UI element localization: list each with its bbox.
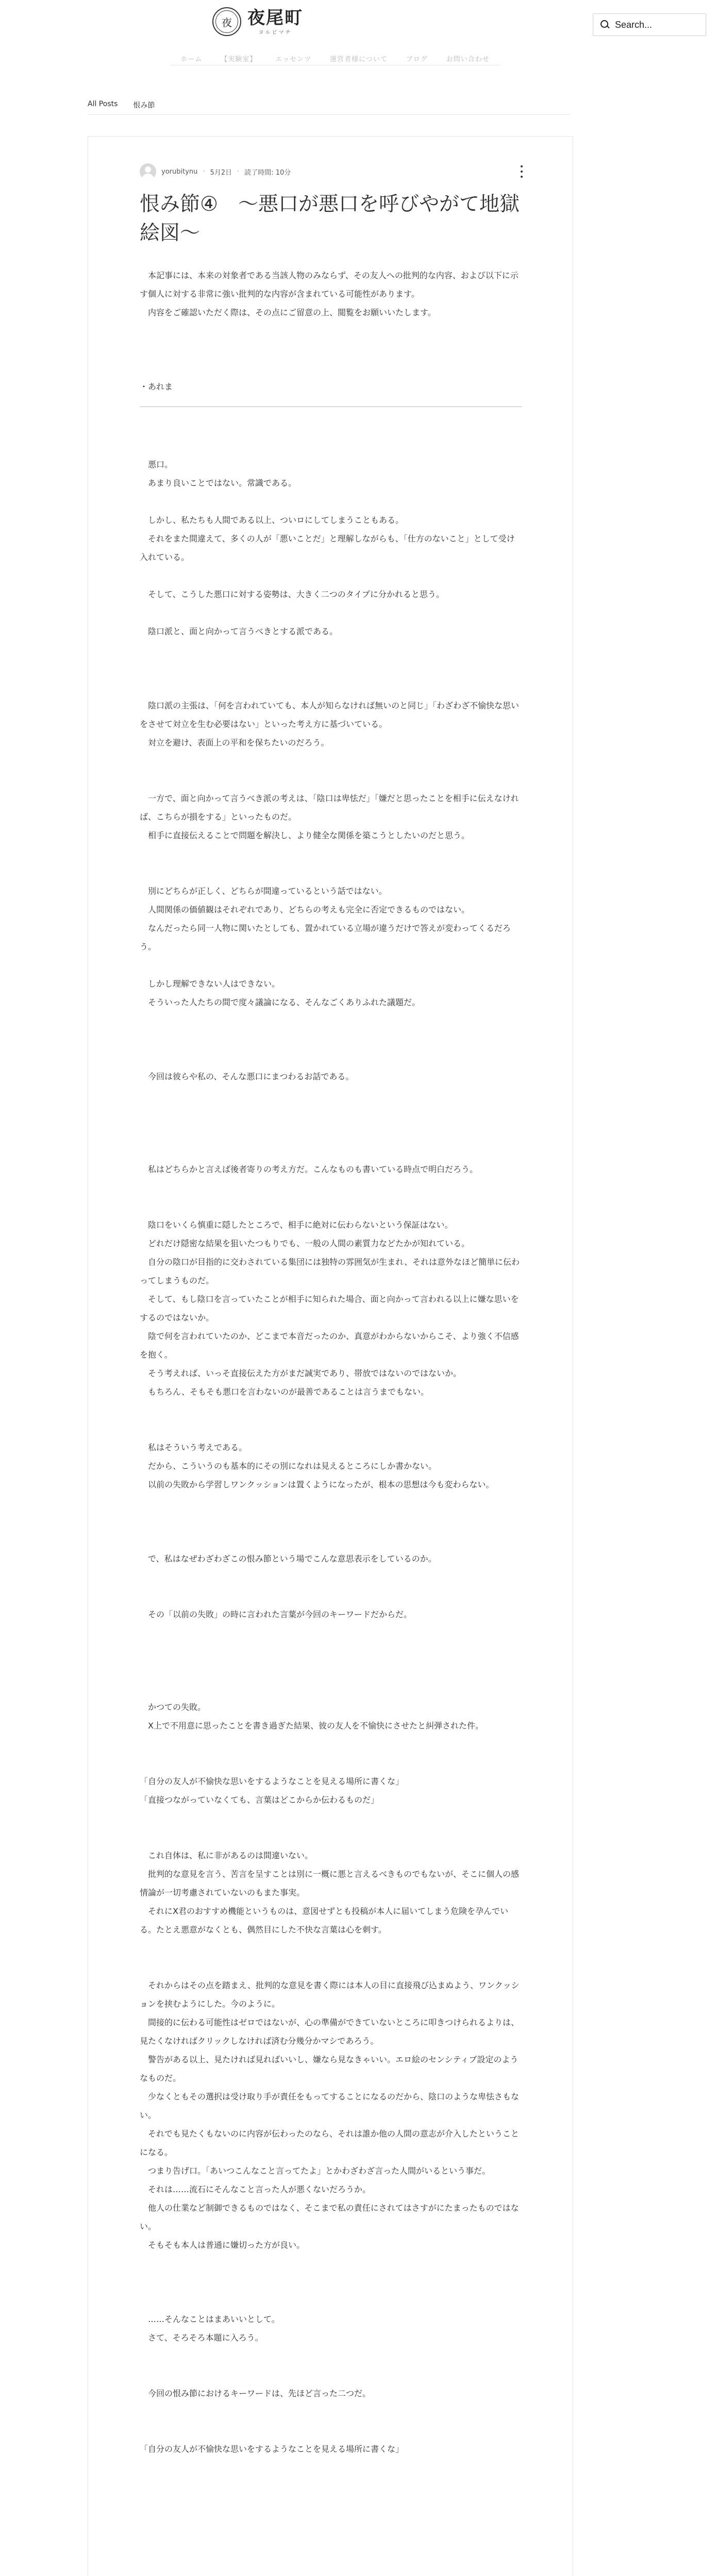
body-paragraph: だから、こういうのも基本的にその別になれは見えるところにしか書かない。 <box>140 1461 437 1471</box>
body-paragraph: 他人の仕業など制御できるものではなく、そこまで私の責任にされてはさすがにたまったものではない。 <box>140 2203 519 2231</box>
body-paragraph: その「以前の失敗」の時に言われた言葉が今回のキーワードだからだ。 <box>140 1609 412 1619</box>
blank-line <box>140 641 522 659</box>
body-paragraph: 一方で、面と向かって言うべき派の考えは、「陰口は卑怯だ」「嫌だと思ったことを相手に伝えなければ、こちらが損をする」といったものだ。 <box>140 793 519 822</box>
body-paragraph: 以前の失敗から学習しワンクッションは置くようになったが、根本の思想は今も変わらない。 <box>140 1480 494 1489</box>
body-paragraph: 陰口をいくら慎重に隠したところで、相手に絶対に伝わらないという保証はない。 <box>140 1220 453 1230</box>
blank-line <box>140 493 522 511</box>
logo-emblem-glyph: 夜 <box>215 10 238 33</box>
blank-line <box>140 1587 522 1605</box>
blank-line <box>140 1494 522 1513</box>
body-paragraph: 本記事には、本来の対象者である当該人物のみならず、その友人への批判的な内容、および以下に示す個人に対する非常に強い批判的な内容が含まれている可能性があります。 <box>140 270 519 299</box>
body-paragraph: それからはその点を踏まえ、批判的な意見を書く際には本人の目に直接飛び込まぬよう、ワンクッションを挟むようにした。今のように。 <box>140 1980 520 2009</box>
body-paragraph: 悪口。 <box>140 460 173 469</box>
body-paragraph: つまり告げ口。「あいつこんなこと言ってたよ」とかわざわざ言った人間がいるという事だ。 <box>140 2166 491 2176</box>
tabs-divider <box>88 114 570 115</box>
blank-line <box>140 1197 522 1216</box>
body-paragraph: 内容をご確認いただく際は、その点にご留意の上、閲覧をお願いいたします。 <box>140 308 436 317</box>
blank-line <box>140 1939 522 1958</box>
blank-line <box>140 863 522 882</box>
blank-line <box>140 752 522 771</box>
author-name[interactable]: yorubitynu <box>161 167 198 176</box>
blank-line <box>140 1012 522 1030</box>
search-icon[interactable] <box>601 20 610 29</box>
nav-link[interactable]: お問い合わせ <box>446 56 490 63</box>
blank-line <box>140 604 522 622</box>
body-paragraph: ……そんなことはまあいいとして。 <box>140 2314 280 2324</box>
blank-line <box>140 771 522 789</box>
body-paragraph: 陰口派と、面と向かって言うべきとする派である。 <box>140 626 338 636</box>
body-paragraph: あまり良いことではない。常識である。 <box>140 478 297 488</box>
category-tabs <box>88 100 155 110</box>
body-paragraph: 今回は彼らや私の、そんな悪口にまつわるお話である。 <box>140 1072 354 1081</box>
blank-line <box>140 1568 522 1587</box>
body-paragraph: 少なくともその選択は受け取り手が責任をもってすることになるのだから、陰口のような卑怯さもない。 <box>140 2092 520 2120</box>
body-paragraph: しかし、私たちも人間である以上、ついロにしてしまうこともある。 <box>140 515 404 525</box>
nav-link[interactable]: エッセンツ <box>275 56 311 63</box>
blank-line <box>140 1105 522 1123</box>
body-paragraph: かつての失敗。 <box>140 1702 206 1712</box>
meta-separator: · <box>237 167 240 176</box>
blank-line <box>140 1513 522 1531</box>
blank-line <box>140 1661 522 1680</box>
tab-category[interactable]: 恨み節 <box>133 101 155 110</box>
blank-line <box>140 845 522 863</box>
author-avatar[interactable] <box>140 163 156 180</box>
logo-title: 夜尾町 <box>247 7 303 28</box>
blank-line <box>140 956 522 975</box>
blank-line <box>140 341 522 359</box>
blank-line <box>140 678 522 697</box>
search-input[interactable] <box>615 20 697 30</box>
body-paragraph: それにX君のおすすめ機能というものは、意図せずとも投稿が本人に届いてしまう危険を孕んでいる。たとえ悪意がなくとも、偶然目にした不快な言葉は心を刺す。 <box>140 1906 509 1935</box>
blank-line <box>140 2403 522 2421</box>
blank-line <box>140 659 522 678</box>
body-paragraph: これ自体は、私に非があるのは間違いない。 <box>140 1851 313 1860</box>
body-paragraph: 批判的な意見を言う、苦言を呈すことは別に一概に悪と言えるべきものでもないが、そこに個人の感情論が一切考慮されていないのもまた事実。 <box>140 1869 520 1897</box>
body-paragraph: X上で不用意に思ったことを書き過ぎた結果、彼の友人を不愉快にさせたと糾弾された件。 <box>140 1721 483 1731</box>
site-header <box>0 0 717 72</box>
body-paragraph: どれだけ隠密な結果を狙いたつもりでも、一般の人間の素質力などたかが知れている。 <box>140 1239 470 1248</box>
search-box[interactable] <box>593 13 706 36</box>
blank-line <box>140 322 522 341</box>
body-paragraph: 今回の恨み節におけるキーワードは、先ほど言った二つだ。 <box>140 2388 371 2398</box>
blank-line <box>140 1420 522 1438</box>
blank-line <box>140 2255 522 2273</box>
blank-line <box>140 2366 522 2384</box>
tab-all-posts[interactable]: All Posts <box>88 100 118 108</box>
meta-separator: · <box>203 167 205 176</box>
body-paragraph: それをまた間違えて、多くの人が「悪いことだ」と理解しながらも、「仕方のないこと」として受け入れている。 <box>140 534 515 562</box>
body-paragraph: しかし理解できない人はできない。 <box>140 979 280 989</box>
blank-line <box>140 1754 522 1772</box>
body-paragraph: そういった人たちの間で度々議論になる、そんなごくありふれた議題だ。 <box>140 997 421 1007</box>
body-paragraph: なんだったら同一人物に関いたとしても、置かれている立場が違うだけで答えが変わってくるだろう。 <box>140 923 511 952</box>
body-paragraph: 自分の陰口が目指的に交わされている集団には独特の雰囲気が生まれ、それは意外なほど簡単に伝わってしまうものだ。 <box>140 1257 520 1285</box>
post-date: 5月2日 <box>210 168 232 177</box>
body-paragraph: で、私はなぜわざわざこの恨み節という場でこんな意思表示をしているのか。 <box>140 1554 437 1564</box>
body-paragraph: そもそも本人は普通に嫌切った方が良い。 <box>140 2240 305 2250</box>
body-paragraph: 「自分の友人が不愉快な思いをするようなことを見える場所に書くな」 <box>140 2444 404 2454</box>
blank-line <box>140 1030 522 1049</box>
body-paragraph: ・あれま <box>140 382 173 392</box>
body-paragraph: もちろん、そもそも悪口を言わないのが最善であることは言うまでもない。 <box>140 1387 429 1397</box>
blank-line <box>140 2421 522 2440</box>
blank-line <box>140 1958 522 1976</box>
body-paragraph: 私はそういう考えである。 <box>140 1443 247 1452</box>
body-paragraph: 「直接つながっていなくても、言葉はどこからか伝わるものだ」 <box>140 1795 379 1805</box>
blank-line <box>140 2292 522 2310</box>
body-paragraph: 「自分の友人が不愉快な思いをするようなことを見える場所に書くな」 <box>140 1776 404 1786</box>
logo-emblem-icon <box>212 7 241 36</box>
body-paragraph: それでも見たくもないのに内容が伝わったのなら、それは誰か他の人間の意志が介入したということになる。 <box>140 2129 519 2157</box>
body-paragraph: 陰で何を言われていたのか、どこまで本音だったのか、真意がわからないからこそ、より強く不信感を抱く。 <box>140 1331 519 1360</box>
nav-link[interactable]: ブログ <box>406 56 428 63</box>
body-paragraph: 人間関係の価値観はそれぞれであり、どちらの考えも完全に否定できるものではない。 <box>140 905 470 914</box>
blank-line <box>140 1642 522 1661</box>
post-title: 恨み節④ 〜悪口が悪口を呼びやがて地獄絵図〜 <box>140 193 520 245</box>
blog-post <box>88 136 573 2576</box>
body-paragraph: そして、こうした悪口に対する姿勢は、大きく二つのタイプに分かれると思う。 <box>140 589 444 599</box>
logo-text <box>247 8 303 36</box>
blank-line <box>140 1049 522 1067</box>
body-paragraph: 間接的に伝わる可能性はゼロではないが、心の準備ができていないところに叩きつけられるよりは、見たくなければクリックしなければ済む分幾分かマシであろう。 <box>140 2018 520 2046</box>
post-body <box>140 266 522 2459</box>
blank-line <box>140 1809 522 1828</box>
body-paragraph: 別にどちらが正しく、どちらが間違っているという話ではない。 <box>140 886 387 896</box>
blank-line <box>140 2273 522 2292</box>
nav-link[interactable]: ホーム <box>180 56 203 63</box>
body-paragraph: そう考えれば、いっそ直接伝えた方がまだ誠実であり、帯放ではないのではないか。 <box>140 1368 462 1378</box>
more-options-icon[interactable] <box>520 165 523 178</box>
body-paragraph: それは……流石にそんなこと言った人が悪くないだろうか。 <box>140 2184 371 2194</box>
main-nav <box>155 54 515 63</box>
blank-line <box>140 1401 522 1420</box>
blank-line <box>140 1680 522 1698</box>
logo-subtitle: ヨルビマチ <box>258 29 292 36</box>
blank-line <box>140 1735 522 1754</box>
read-time: 読了時間: 10分 <box>244 168 291 177</box>
body-paragraph: 陰口派の主張は、「何を言われていても、本人が知らなければ無いのと同じ」「わざわざ不愉快な思いをさせて対立を生む必要はない」といった考え方に基づいている。 <box>140 701 520 729</box>
blank-line <box>140 1123 522 1142</box>
body-paragraph: そして、もし陰口を言っていたことが相手に知られた場合、面と向かって言われる以上に嫌な思いをするのではないか。 <box>140 1294 519 1323</box>
blank-line <box>140 567 522 585</box>
post-meta <box>140 163 291 180</box>
blank-line <box>140 2347 522 2366</box>
blank-line <box>140 1624 522 1642</box>
body-paragraph: さて、そろそろ本題に入ろう。 <box>140 2333 263 2343</box>
body-paragraph: 相手に直接伝えることで問題を解決し、より健全な関係を築こうとしたいのだと思う。 <box>140 831 470 840</box>
blank-line <box>140 1531 522 1550</box>
section-divider <box>140 406 522 407</box>
body-paragraph: 対立を避け、表面上の平和を保ちたいのだろう。 <box>140 738 329 748</box>
blank-line <box>140 359 522 378</box>
blank-line <box>140 437 522 455</box>
blank-line <box>140 1179 522 1197</box>
blank-line <box>140 1828 522 1846</box>
nav-link[interactable]: 【実験室】 <box>221 56 257 63</box>
site-logo[interactable] <box>212 7 303 36</box>
body-paragraph: 私はどちらかと言えば後者寄りの考え方だ。こんなものも書いている時点で明白だろう。 <box>140 1164 478 1174</box>
blank-line <box>140 1086 522 1105</box>
body-paragraph: 警告がある以上、見たければ見ればいいし、嫌なら見なきゃいい。エロ絵のセンシティブ設定のようなものだ。 <box>140 2055 519 2083</box>
blank-line <box>140 1142 522 1160</box>
nav-link[interactable]: 運営者様について <box>330 56 388 63</box>
